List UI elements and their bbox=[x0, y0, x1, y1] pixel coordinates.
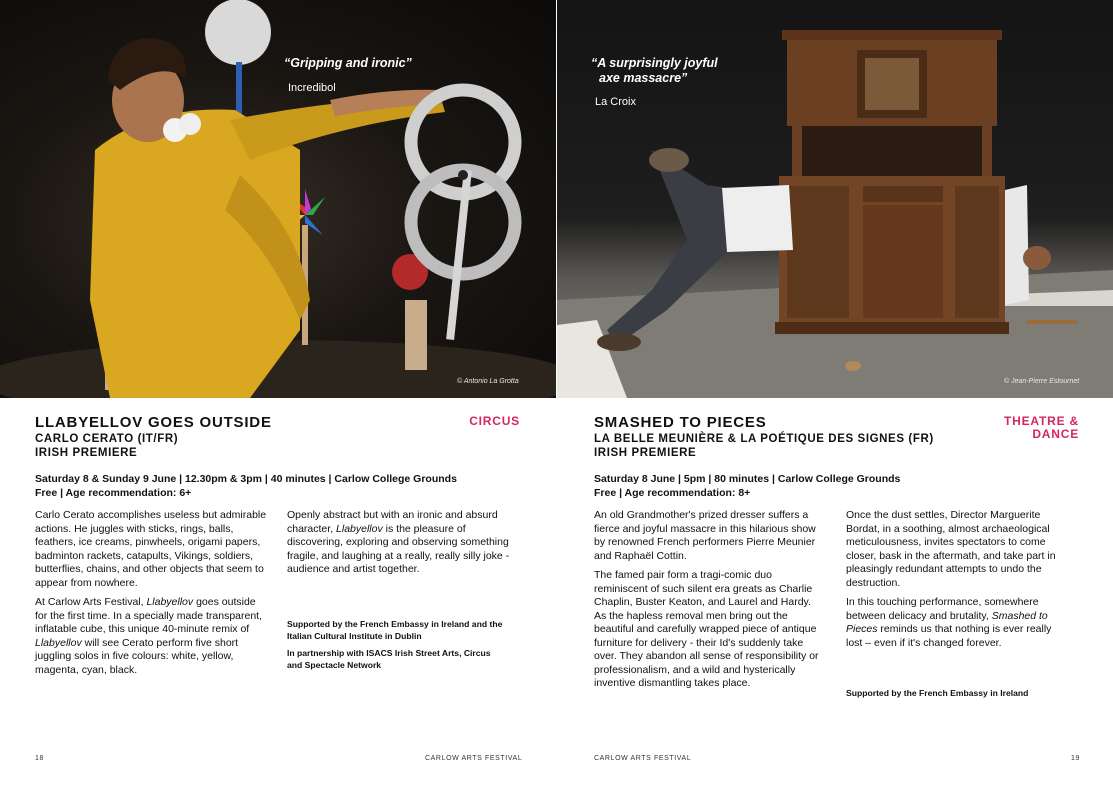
page-left bbox=[0, 0, 556, 792]
show-title: LLABYELLOV GOES OUTSIDE bbox=[35, 414, 272, 431]
review-quote-line: axe massacre” bbox=[599, 71, 688, 85]
genre-tag-line: THEATRE & bbox=[1004, 414, 1079, 428]
partnership-line: In partnership with ISACS Irish Street Arts, Circus and Spectacle Network bbox=[287, 648, 491, 670]
page-number: 19 bbox=[1071, 755, 1080, 762]
support-credits bbox=[846, 688, 1066, 706]
genre-tag-line: DANCE bbox=[1032, 427, 1079, 441]
photo-credit: © Jean-Pierre Estournet bbox=[1004, 378, 1080, 385]
description-paragraph: Carlo Cerato accomplishes useless but admirable actions. He juggles with sticks, rings, balls, feathers, ice creams, pinwheels, origami papers, badminton rackets, catapults, Vikings, soldiers, butterflies, chains, and other objects that seem to appear from nowhere. bbox=[35, 509, 267, 589]
description-paragraph: An old Grandmother's prized dresser suffers a fierce and joyful massacre in this hilarious show by renowned French performers Pierre Meunier and Raphaël Cottin. bbox=[594, 509, 816, 562]
description-column-2 bbox=[287, 509, 515, 583]
juggler-illustration bbox=[0, 0, 556, 398]
event-price-age: Free | Age recommendation: 8+ bbox=[594, 486, 751, 499]
description-paragraph: Once the dust settles, Director Marguerite Bordat, in a soothing, almost archaeological meticulousness, invites spectators to come closer, bask in the aftermath, and take part in pleasingly redundant attempts to undo the destruction. bbox=[846, 509, 1056, 589]
genre-tag: CIRCUS bbox=[469, 414, 520, 428]
show-title: SMASHED TO PIECES bbox=[594, 414, 767, 431]
review-quote bbox=[591, 56, 718, 86]
photo-credit: © Antonio La Grotta bbox=[457, 378, 519, 385]
description-column-1 bbox=[594, 509, 824, 697]
support-line: Supported by the French Embassy in Ireland and the Italian Cultural Institute in Dublin bbox=[287, 619, 503, 641]
event-info bbox=[594, 473, 1074, 500]
event-price-age: Free | Age recommendation: 6+ bbox=[35, 486, 192, 499]
llabyellov-photo bbox=[0, 0, 556, 398]
event-info bbox=[35, 473, 535, 500]
description-paragraph: The famed pair form a tragi-comic duo reminiscent of such silent era greats as Charlie Chaplin, Buster Keaton, and Laurel and Hardy. As the hapless removal men bring out the beautiful and carefully wrapped piece of antique furniture for delivery - their Id's suddenly take over. They abandon all sense of responsibility or professionalism, and a wild and hysterically inventive dismantling takes place. bbox=[594, 569, 819, 689]
support-credits bbox=[287, 619, 507, 677]
show-artist: LA BELLE MEUNIÈRE & LA POÉTIQUE DES SIGNES (FR) bbox=[594, 433, 934, 445]
footer-label: CARLOW ARTS FESTIVAL bbox=[594, 755, 692, 762]
event-schedule: Saturday 8 & Sunday 9 June | 12.30pm & 3pm | 40 minutes | Carlow College Grounds bbox=[35, 473, 457, 485]
show-artist: CARLO CERATO (IT/FR) bbox=[35, 433, 179, 445]
description-column-1 bbox=[35, 509, 270, 683]
event-schedule: Saturday 8 June | 5pm | 80 minutes | Carlow College Grounds bbox=[594, 473, 901, 485]
premiere-label: IRISH PREMIERE bbox=[594, 447, 697, 459]
description-paragraph: At Carlow Arts Festival, Llabyellov goes outside for the first time. In a specially made transparent, inflatable cube, this unique 40-minute remix of Llabyellov will see Cerato perform five short juggling solos in five colours: white, yellow, magenta, cyan, black. bbox=[35, 596, 263, 676]
footer-label: CARLOW ARTS FESTIVAL bbox=[425, 755, 523, 762]
description-paragraph: In this touching performance, somewhere between delicacy and brutality, Smashed to Pieces reminds us that nothing is ever really lost – even if it's changed forever. bbox=[846, 596, 1052, 649]
page-right bbox=[557, 0, 1113, 792]
description-paragraph: Openly abstract but with an ironic and absurd character, Llabyellov is the pleasure of discovering, exploring and observing something fragile, and laughing at a really, really silly joke - audience and artist together. bbox=[287, 509, 510, 575]
smashed-to-pieces-photo bbox=[557, 0, 1113, 398]
support-line: Supported by the French Embassy in Ireland bbox=[846, 688, 1029, 698]
page-number: 18 bbox=[35, 755, 44, 762]
review-source: La Croix bbox=[595, 96, 636, 108]
premiere-label: IRISH PREMIERE bbox=[35, 447, 138, 459]
review-quote: “Gripping and ironic” bbox=[284, 56, 412, 70]
genre-tag bbox=[1004, 415, 1079, 441]
review-source: Incredibol bbox=[288, 82, 336, 94]
review-quote-line: “A surprisingly joyful bbox=[591, 56, 718, 70]
description-column-2 bbox=[846, 509, 1068, 656]
